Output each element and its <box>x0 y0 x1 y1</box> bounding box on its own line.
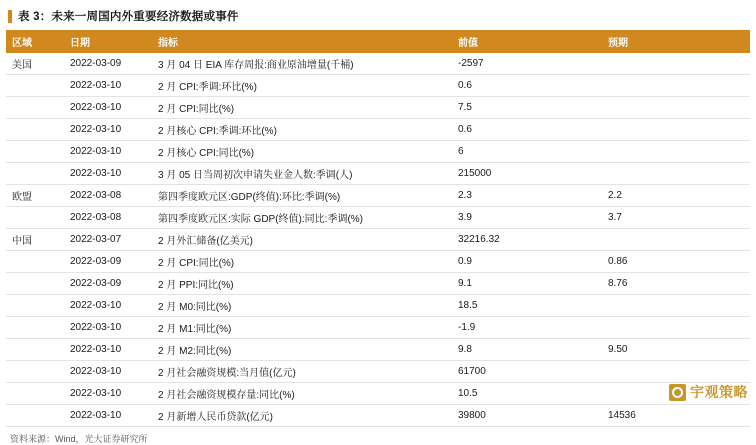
table-row <box>6 383 750 405</box>
cell-indicator: 2 月 M0:同比(%) <box>152 295 452 317</box>
cell-forecast: 14536 <box>602 405 750 427</box>
cell-date: 2022-03-10 <box>64 163 152 185</box>
cell-date: 2022-03-07 <box>64 229 152 251</box>
column-header-forecast: 预期 <box>602 30 750 53</box>
cell-indicator: 2 月外汇储备(亿美元) <box>152 229 452 251</box>
cell-previous: 32216.32 <box>452 229 602 251</box>
cell-region <box>6 75 64 97</box>
cell-forecast: 2.2 <box>602 185 750 207</box>
table-body <box>6 53 750 427</box>
cell-previous: 2.3 <box>452 185 602 207</box>
column-header-date: 日期 <box>64 30 152 53</box>
cell-indicator: 3 月 05 日当周初次申请失业金人数:季调(人) <box>152 163 452 185</box>
cell-region <box>6 361 64 383</box>
table-row <box>6 405 750 427</box>
table-header-row <box>6 30 750 53</box>
cell-previous: 18.5 <box>452 295 602 317</box>
cell-date: 2022-03-10 <box>64 119 152 141</box>
cell-date: 2022-03-10 <box>64 75 152 97</box>
cell-indicator: 2 月 CPI:季调:环比(%) <box>152 75 452 97</box>
cell-date: 2022-03-10 <box>64 141 152 163</box>
cell-indicator: 2 月 M1:同比(%) <box>152 317 452 339</box>
source-note: 资料来源：Wind，光大证券研究所 <box>10 434 148 444</box>
cell-region: 中国 <box>6 229 64 251</box>
economic-calendar-table <box>6 30 750 427</box>
cell-region <box>6 97 64 119</box>
title-accent-bar <box>8 10 12 23</box>
cell-previous: 61700 <box>452 361 602 383</box>
cell-previous: 0.6 <box>452 119 602 141</box>
cell-indicator: 2 月 PPI:同比(%) <box>152 273 452 295</box>
cell-forecast: 8.76 <box>602 273 750 295</box>
column-header-previous: 前值 <box>452 30 602 53</box>
cell-region <box>6 317 64 339</box>
watermark <box>669 382 748 402</box>
table-row <box>6 251 750 273</box>
cell-forecast <box>602 361 750 383</box>
cell-region <box>6 207 64 229</box>
table-row <box>6 207 750 229</box>
cell-region: 美国 <box>6 53 64 75</box>
cell-date: 2022-03-09 <box>64 251 152 273</box>
cell-indicator: 2 月 M2:同比(%) <box>152 339 452 361</box>
cell-previous: 215000 <box>452 163 602 185</box>
table-row <box>6 185 750 207</box>
table-row <box>6 53 750 75</box>
cell-region <box>6 251 64 273</box>
cell-previous: 6 <box>452 141 602 163</box>
cell-forecast <box>602 229 750 251</box>
cell-date: 2022-03-10 <box>64 339 152 361</box>
table-row <box>6 229 750 251</box>
cell-previous: 7.5 <box>452 97 602 119</box>
cell-indicator: 2 月社会融资规模存量:同比(%) <box>152 383 452 405</box>
cell-indicator: 2 月 CPI:同比(%) <box>152 251 452 273</box>
cell-region: 欧盟 <box>6 185 64 207</box>
table-title <box>6 8 750 30</box>
cell-forecast <box>602 295 750 317</box>
cell-previous: 9.8 <box>452 339 602 361</box>
cell-indicator: 第四季度欧元区:实际 GDP(终值):同比:季调(%) <box>152 207 452 229</box>
cell-previous: 39800 <box>452 405 602 427</box>
cell-region <box>6 273 64 295</box>
cell-date: 2022-03-10 <box>64 317 152 339</box>
cell-indicator: 3 月 04 日 EIA 库存周报:商业原油增量(千桶) <box>152 53 452 75</box>
cell-region <box>6 339 64 361</box>
column-header-indicator: 指标 <box>152 30 452 53</box>
cell-date: 2022-03-09 <box>64 273 152 295</box>
cell-forecast <box>602 97 750 119</box>
cell-forecast: 3.7 <box>602 207 750 229</box>
cell-date: 2022-03-10 <box>64 295 152 317</box>
watermark-text: 宇观策略 <box>690 384 748 400</box>
cell-previous: -2597 <box>452 53 602 75</box>
table-row <box>6 75 750 97</box>
watermark-logo-icon <box>669 384 686 401</box>
cell-previous: 0.9 <box>452 251 602 273</box>
cell-date: 2022-03-10 <box>64 405 152 427</box>
cell-indicator: 2 月社会融资规模:当月值(亿元) <box>152 361 452 383</box>
cell-region <box>6 141 64 163</box>
cell-indicator: 2 月 CPI:同比(%) <box>152 97 452 119</box>
cell-indicator: 2 月核心 CPI:同比(%) <box>152 141 452 163</box>
cell-region <box>6 119 64 141</box>
table-row <box>6 141 750 163</box>
table-header <box>6 30 750 53</box>
cell-previous: 10.5 <box>452 383 602 405</box>
cell-previous: 0.6 <box>452 75 602 97</box>
cell-region <box>6 405 64 427</box>
cell-date: 2022-03-08 <box>64 185 152 207</box>
table-row <box>6 361 750 383</box>
table-row <box>6 97 750 119</box>
cell-forecast <box>602 141 750 163</box>
cell-indicator: 2 月核心 CPI:季调:环比(%) <box>152 119 452 141</box>
cell-forecast <box>602 317 750 339</box>
table-row <box>6 295 750 317</box>
table-row <box>6 339 750 361</box>
cell-previous: 9.1 <box>452 273 602 295</box>
cell-forecast: 9.50 <box>602 339 750 361</box>
cell-indicator: 第四季度欧元区:GDP(终值):环比:季调(%) <box>152 185 452 207</box>
table-row <box>6 163 750 185</box>
cell-date: 2022-03-09 <box>64 53 152 75</box>
cell-indicator: 2 月新增人民币贷款(亿元) <box>152 405 452 427</box>
cell-date: 2022-03-10 <box>64 361 152 383</box>
cell-previous: 3.9 <box>452 207 602 229</box>
cell-forecast: 0.86 <box>602 251 750 273</box>
cell-forecast <box>602 75 750 97</box>
table-row <box>6 273 750 295</box>
cell-date: 2022-03-10 <box>64 383 152 405</box>
cell-date: 2022-03-10 <box>64 97 152 119</box>
table-row <box>6 119 750 141</box>
column-header-region: 区域 <box>6 30 64 53</box>
table-title-text: 表 3：未来一周国内外重要经济数据或事件 <box>18 11 239 23</box>
cell-forecast <box>602 53 750 75</box>
table-row <box>6 317 750 339</box>
cell-region <box>6 295 64 317</box>
cell-forecast <box>602 119 750 141</box>
cell-region <box>6 163 64 185</box>
cell-forecast <box>602 163 750 185</box>
cell-date: 2022-03-08 <box>64 207 152 229</box>
cell-previous: -1.9 <box>452 317 602 339</box>
cell-region <box>6 383 64 405</box>
